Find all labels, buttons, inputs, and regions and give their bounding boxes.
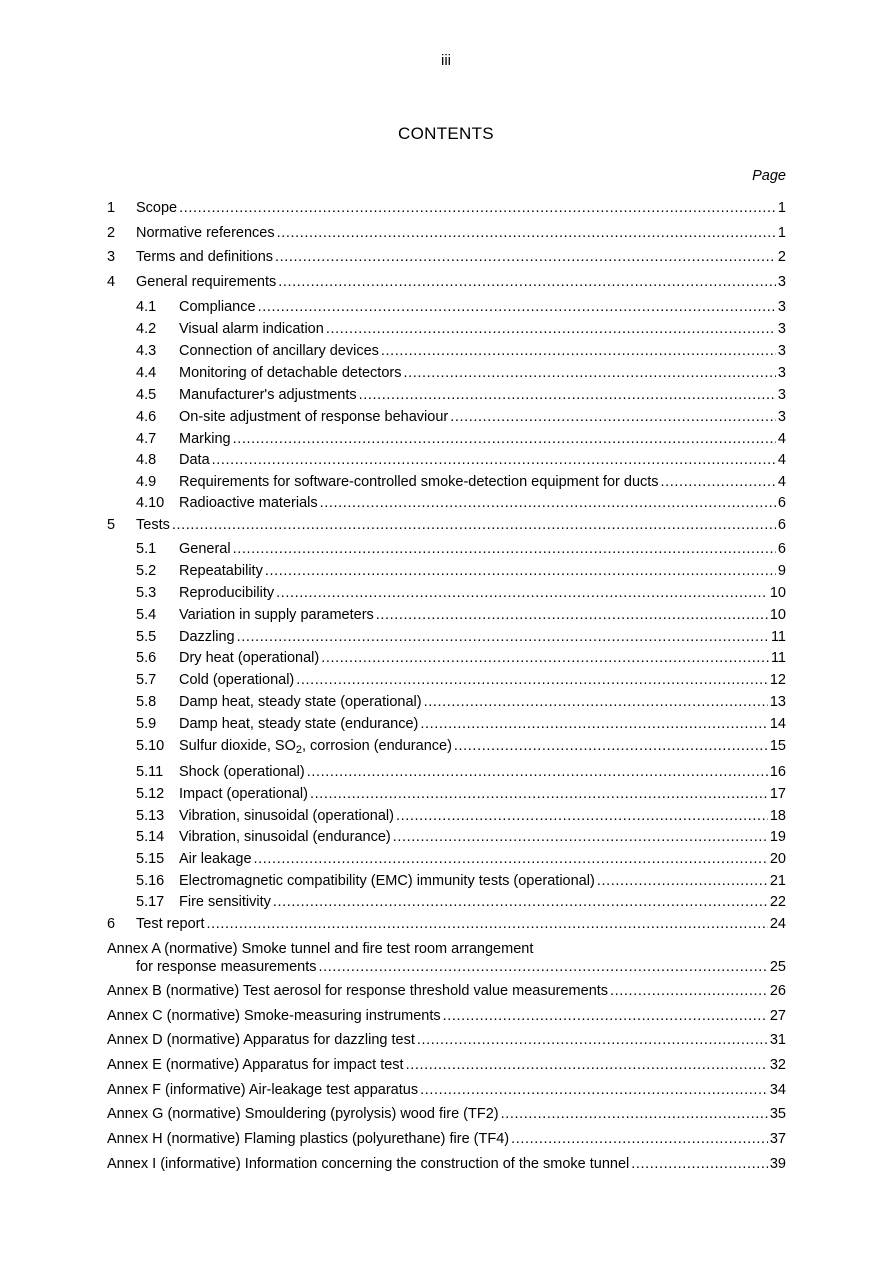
toc-entry-label: Radioactive materials [179, 495, 318, 511]
toc-entry-label: Annex I (informative) Information concerning the construction of the smoke tunnel [107, 1156, 630, 1172]
toc-entry-number: 4.3 [136, 343, 157, 359]
toc-entry [107, 959, 786, 979]
toc-entry [107, 563, 786, 583]
toc-entry-label: Air leakage [179, 851, 252, 867]
toc-entry-page: 24 [769, 916, 786, 932]
toc-entry-page: 3 [777, 409, 786, 425]
toc-entry-label: Repeatability [179, 563, 263, 579]
toc-entry-label: Annex B (normative) Test aerosol for response threshold value measurements [107, 983, 609, 999]
toc-entry-label: Requirements for software-controlled smoke-detection equipment for ducts [179, 474, 659, 490]
toc-entry-label: General [179, 541, 231, 557]
toc-entry-page: 14 [769, 716, 786, 732]
toc-entry-label: Annex G (normative) Smouldering (pyrolysis) wood fire (TF2) [107, 1106, 499, 1122]
toc-entry [107, 431, 786, 451]
toc-dot-leader [278, 274, 776, 290]
toc-entry-page: 3 [777, 299, 786, 315]
toc-entry-label: Shock (operational) [179, 764, 305, 780]
toc-entry-page: 39 [769, 1156, 786, 1172]
toc-entry-number: 4.7 [136, 431, 157, 447]
toc-entry-page: 6 [777, 517, 786, 533]
toc-dot-leader [265, 563, 776, 579]
toc-dot-leader [307, 764, 768, 780]
toc-dot-leader [254, 851, 768, 867]
toc-entry [107, 694, 786, 714]
toc-entry-label: Electromagnetic compatibility (EMC) immunity tests (operational) [179, 873, 595, 889]
toc-entry [107, 983, 786, 1003]
toc-entry-number: 5.16 [136, 873, 165, 889]
toc-entry [107, 343, 786, 363]
toc-entry-label: Damp heat, steady state (endurance) [179, 716, 419, 732]
toc-entry-number: 5.9 [136, 716, 157, 732]
toc-entry-label: Marking [179, 431, 231, 447]
toc-entry-number: 5.13 [136, 808, 165, 824]
toc-entry [107, 786, 786, 806]
toc-entry-label: Data [179, 452, 210, 468]
toc-dot-leader [661, 474, 776, 490]
toc-entry-page: 11 [770, 650, 786, 666]
toc-entry-label: Monitoring of detachable detectors [179, 365, 402, 381]
toc-entry-page: 10 [769, 607, 786, 623]
toc-dot-leader [273, 894, 768, 910]
toc-entry-label: Cold (operational) [179, 672, 295, 688]
toc-entry [107, 541, 786, 561]
toc-entry-number: 5.1 [136, 541, 157, 557]
toc-entry-page: 20 [769, 851, 786, 867]
toc-entry-label-subscript: 2 [295, 744, 302, 756]
toc-entry-number: 4.6 [136, 409, 157, 425]
toc-dot-leader [207, 916, 768, 932]
toc-entry-number: 4.10 [136, 495, 165, 511]
toc-dot-leader [424, 694, 768, 710]
toc-dot-leader [276, 585, 768, 601]
toc-entry [107, 672, 786, 692]
toc-entry [107, 716, 786, 736]
toc-dot-leader [420, 716, 767, 732]
toc-entry-page: 35 [769, 1106, 786, 1122]
toc-entry [107, 517, 786, 537]
toc-entry-label: Normative references [136, 225, 275, 241]
toc-entry [107, 200, 786, 220]
toc-entry-label: Reproducibility [179, 585, 275, 601]
toc-entry-page: 4 [777, 431, 786, 447]
toc-dot-leader [610, 983, 768, 999]
toc-entry-label: Vibration, sinusoidal (operational) [179, 808, 394, 824]
toc-entry-label: Dry heat (operational) [179, 650, 320, 666]
toc-entry-number: 4 [107, 274, 116, 290]
toc-entry-label [179, 738, 452, 756]
toc-entry-number: 4.9 [136, 474, 157, 490]
toc-entry-number: 4.2 [136, 321, 157, 337]
toc-entry-number: 5.5 [136, 629, 157, 645]
toc-entry [107, 650, 786, 670]
toc-entry [107, 387, 786, 407]
toc-entry-number: 4.5 [136, 387, 157, 403]
toc-entry-page: 4 [777, 452, 786, 468]
toc-dot-leader [237, 629, 769, 645]
toc-entry-page: 3 [777, 387, 786, 403]
toc-entry-page: 19 [769, 829, 786, 845]
toc-entry-page: 26 [769, 983, 786, 999]
toc-entry [107, 585, 786, 605]
toc-entry-label: Manufacturer's adjustments [179, 387, 357, 403]
toc-entry-number: 5.14 [136, 829, 165, 845]
toc-entry-page: 6 [777, 495, 786, 511]
toc-entry-page: 37 [769, 1131, 786, 1147]
toc-entry-number: 4.8 [136, 452, 157, 468]
page-number: iii [441, 52, 451, 69]
toc-entry-label: Fire sensitivity [179, 894, 271, 910]
toc-entry [107, 1008, 786, 1028]
toc-entry-page: 9 [777, 563, 786, 579]
toc-entry-page: 18 [769, 808, 786, 824]
toc-entry [107, 916, 786, 936]
toc-entry-label: Annex F (informative) Air-leakage test apparatus [107, 1082, 419, 1098]
toc-entry-number: 5.2 [136, 563, 157, 579]
toc-dot-leader [296, 672, 768, 688]
toc-entry-number: 5.15 [136, 851, 165, 867]
toc-dot-leader [381, 343, 776, 359]
toc-dot-leader [511, 1131, 768, 1147]
toc-entry-label: Annex E (normative) Apparatus for impact test [107, 1057, 404, 1073]
toc-dot-leader [321, 650, 769, 666]
toc-entry-label-part: Sulfur dioxide, SO [179, 738, 296, 754]
toc-entry-label-part: , corrosion (endurance) [302, 738, 452, 754]
toc-entry [107, 1156, 786, 1176]
toc-entry [107, 738, 786, 758]
toc-entry-page: 1 [777, 225, 786, 241]
toc-entry [107, 1057, 786, 1077]
toc-entry [107, 365, 786, 385]
toc-entry-page: 6 [777, 541, 786, 557]
toc-entry-page: 13 [769, 694, 786, 710]
page-column-label: Page [752, 168, 786, 184]
toc-dot-leader [417, 1032, 768, 1048]
toc-entry-label: Scope [136, 200, 178, 216]
toc-entry-page: 27 [769, 1008, 786, 1024]
toc-entry-label: Variation in supply parameters [179, 607, 374, 623]
toc-entry [107, 764, 786, 784]
toc-entry-page: 32 [769, 1057, 786, 1073]
toc-entry-page: 4 [777, 474, 786, 490]
toc-entry-page: 22 [769, 894, 786, 910]
toc-entry-label: Dazzling [179, 629, 235, 645]
toc-entry [107, 851, 786, 871]
toc-entry [107, 873, 786, 893]
toc-entry [107, 474, 786, 494]
toc-entry-label: Annex C (normative) Smoke-measuring instruments [107, 1008, 441, 1024]
toc-entry-number: 4.1 [136, 299, 157, 315]
toc-dot-leader [443, 1008, 768, 1024]
toc-entry-page: 21 [769, 873, 786, 889]
toc-dot-leader [406, 1057, 768, 1073]
toc-entry-number: 6 [107, 916, 116, 932]
toc-entry-label: Terms and definitions [136, 249, 274, 265]
toc-dot-leader [450, 409, 776, 425]
toc-entry [107, 321, 786, 341]
toc-dot-leader [501, 1106, 768, 1122]
toc-entry-number: 5.17 [136, 894, 165, 910]
toc-dot-leader [631, 1156, 768, 1172]
toc-dot-leader [310, 786, 768, 802]
toc-entry-page: 17 [769, 786, 786, 802]
toc-entry-label: for response measurements [136, 959, 317, 975]
toc-entry [107, 225, 786, 245]
toc-entry [107, 808, 786, 828]
toc-dot-leader [258, 299, 776, 315]
toc-entry-page: 3 [777, 274, 786, 290]
toc-entry-page: 15 [769, 738, 786, 754]
toc-dot-leader [454, 738, 768, 754]
toc-entry [107, 249, 786, 269]
toc-dot-leader [597, 873, 768, 889]
toc-entry-label: Visual alarm indication [179, 321, 324, 337]
toc-entry-number: 3 [107, 249, 116, 265]
toc-entry-label: Compliance [179, 299, 256, 315]
toc-entry [107, 829, 786, 849]
toc-entry-number: 5.6 [136, 650, 157, 666]
toc-entry-label: Annex D (normative) Apparatus for dazzling test [107, 1032, 415, 1048]
toc-entry [107, 1082, 786, 1102]
toc-dot-leader [326, 321, 776, 337]
toc-entry [107, 452, 786, 472]
toc-entry-number: 5.11 [136, 764, 164, 780]
toc-entry [107, 629, 786, 649]
toc-dot-leader [396, 808, 768, 824]
toc-entry-page: 1 [777, 200, 786, 216]
toc-dot-leader [420, 1082, 768, 1098]
toc-dot-leader [212, 452, 776, 468]
toc-entry [107, 299, 786, 319]
toc-entry-label: Damp heat, steady state (operational) [179, 694, 422, 710]
toc-entry-page: 3 [777, 321, 786, 337]
toc-entry-label: Tests [136, 517, 170, 533]
page-title: CONTENTS [398, 124, 494, 143]
toc-entry [107, 1032, 786, 1052]
toc-dot-leader [319, 959, 768, 975]
toc-entry-page: 16 [769, 764, 786, 780]
toc-entry-number: 1 [107, 200, 116, 216]
toc-entry [107, 894, 786, 914]
toc-entry-page: 34 [769, 1082, 786, 1098]
toc-dot-leader [320, 495, 776, 511]
toc-entry [107, 607, 786, 627]
toc-dot-leader [233, 431, 776, 447]
toc-entry-page: 25 [769, 959, 786, 975]
toc-entry-number: 4.4 [136, 365, 157, 381]
toc-entry-number: 5.8 [136, 694, 157, 710]
toc-dot-leader [393, 829, 768, 845]
toc-entry [107, 409, 786, 429]
toc-dot-leader [359, 387, 776, 403]
toc-entry-label: Impact (operational) [179, 786, 308, 802]
toc-entry-number: 5.3 [136, 585, 157, 601]
toc-entry-page: 3 [777, 365, 786, 381]
toc-entry-label-line1: Annex A (normative) Smoke tunnel and fire test room arrangement [107, 941, 534, 957]
toc-entry-number: 5.7 [136, 672, 157, 688]
toc-dot-leader [233, 541, 776, 557]
toc-entry [107, 495, 786, 515]
toc-entry-number: 5.4 [136, 607, 157, 623]
toc-entry-label: General requirements [136, 274, 277, 290]
toc-dot-leader [275, 249, 776, 265]
toc-entry [107, 1106, 786, 1126]
toc-dot-leader [277, 225, 776, 241]
toc-entry-label: Connection of ancillary devices [179, 343, 379, 359]
toc-entry-page: 2 [777, 249, 786, 265]
toc-entry-label: Vibration, sinusoidal (endurance) [179, 829, 391, 845]
toc-dot-leader [403, 365, 775, 381]
toc-entry-number: 5.10 [136, 738, 165, 754]
toc-entry-number: 5.12 [136, 786, 165, 802]
toc-entry-label: On-site adjustment of response behaviour [179, 409, 449, 425]
toc-dot-leader [172, 517, 776, 533]
toc-entry-page: 10 [769, 585, 786, 601]
toc-entry [107, 274, 786, 294]
toc-entry-page: 31 [769, 1032, 786, 1048]
toc-entry-page: 12 [769, 672, 786, 688]
toc-dot-leader [376, 607, 768, 623]
toc-entry-page: 3 [777, 343, 786, 359]
toc-entry-number: 5 [107, 517, 116, 533]
toc-entry [107, 1131, 786, 1151]
toc-dot-leader [179, 200, 776, 216]
toc-entry-label: Test report [136, 916, 205, 932]
toc-entry-number: 2 [107, 225, 116, 241]
toc-entry-page: 11 [770, 629, 786, 645]
toc-entry-label: Annex H (normative) Flaming plastics (polyurethane) fire (TF4) [107, 1131, 510, 1147]
